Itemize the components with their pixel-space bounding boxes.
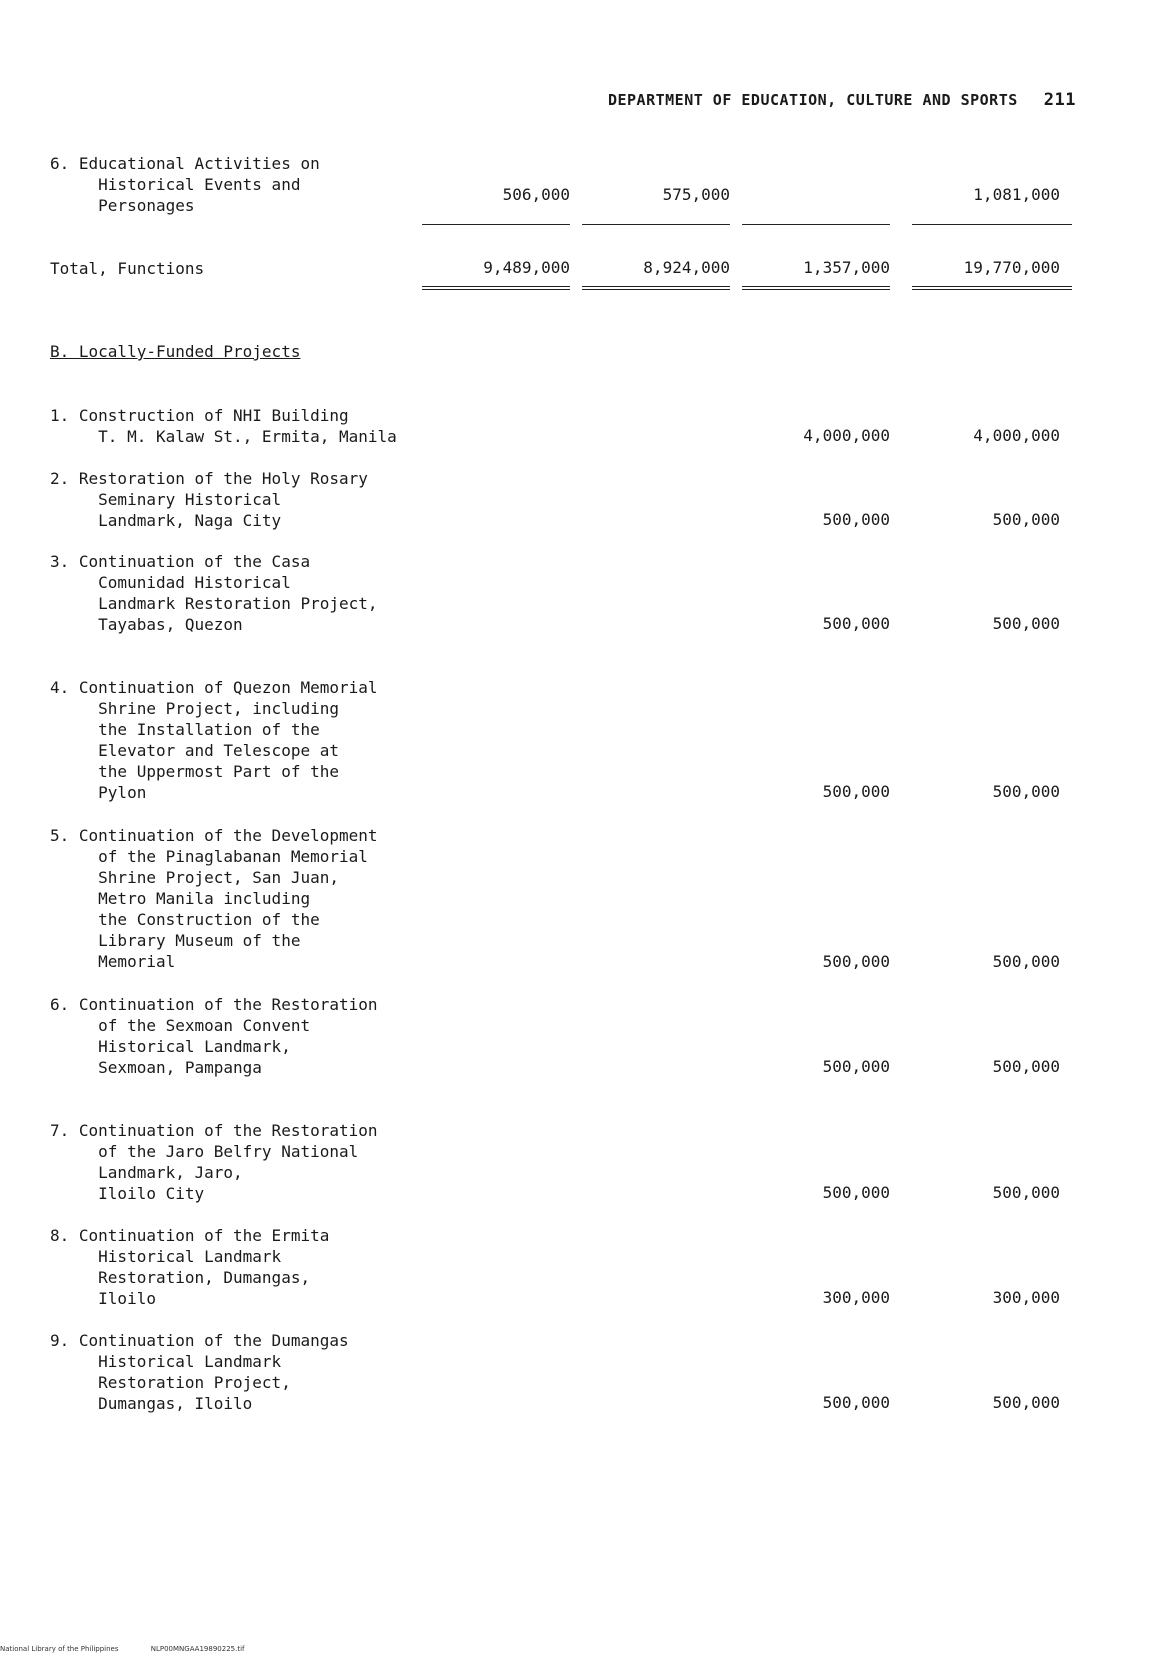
item-line: 3. Continuation of the Casa (50, 552, 311, 571)
item-line: Memorial (50, 952, 176, 971)
item-line: Sexmoan, Pampanga (50, 1058, 262, 1077)
item-line: the Installation of the (50, 720, 320, 739)
item-line: Tayabas, Quezon (50, 615, 243, 634)
project-4-col3: 500,000 (822, 782, 890, 801)
item-line: Restoration Project, (50, 1373, 291, 1392)
project-1-col3: 4,000,000 (803, 426, 890, 445)
page-header (608, 90, 1076, 110)
item-line: Restoration, Dumangas, (50, 1268, 311, 1287)
item-line: the Uppermost Part of the (50, 762, 339, 781)
subtotal-rule (742, 224, 890, 225)
total-functions-label: Total, Functions (50, 259, 205, 278)
item-line: 7. Continuation of the Restoration (50, 1121, 378, 1140)
item-line: Dumangas, Iloilo (50, 1394, 253, 1413)
total-rule (742, 289, 890, 290)
item-line: 1. Construction of NHI Building (50, 406, 349, 425)
item-6-col1: 506,000 (502, 185, 570, 204)
total-rule (422, 289, 570, 290)
item-line: 6. Continuation of the Restoration (50, 995, 378, 1014)
item-6-col2: 575,000 (662, 185, 730, 204)
total-col3: 1,357,000 (803, 258, 890, 277)
project-8-col4: 300,000 (992, 1288, 1060, 1307)
item-6-description (50, 153, 320, 216)
project-9-col4: 500,000 (992, 1393, 1060, 1412)
project-8-description (50, 1225, 329, 1309)
total-rule (912, 289, 1072, 290)
project-6-col3: 500,000 (822, 1057, 890, 1076)
item-line: the Construction of the (50, 910, 320, 929)
item-line: Shrine Project, San Juan, (50, 868, 339, 887)
item-line: Historical Landmark, (50, 1037, 291, 1056)
department-title: DEPARTMENT OF EDUCATION, CULTURE AND SPORTS (607, 91, 1018, 109)
item-6-col4: 1,081,000 (973, 185, 1060, 204)
project-2-col3: 500,000 (822, 510, 890, 529)
item-line: Seminary Historical (50, 490, 282, 509)
project-5-description (50, 825, 378, 972)
item-line: Landmark, Jaro, (50, 1163, 243, 1182)
item-line: 8. Continuation of the Ermita (50, 1226, 330, 1245)
project-3-col4: 500,000 (992, 614, 1060, 633)
item-line: Iloilo (50, 1289, 156, 1308)
item-line: Iloilo City (50, 1184, 205, 1203)
item-line: Historical Events and (50, 175, 301, 194)
total-col4: 19,770,000 (963, 258, 1060, 277)
project-5-col4: 500,000 (992, 952, 1060, 971)
item-line: Comunidad Historical (50, 573, 291, 592)
subtotal-rule (912, 224, 1072, 225)
item-line: Historical Landmark (50, 1352, 282, 1371)
item-line: Landmark, Naga City (50, 511, 282, 530)
project-7-col3: 500,000 (822, 1183, 890, 1202)
total-rule (582, 286, 730, 287)
total-rule (582, 289, 730, 290)
item-line: of the Pinaglabanan Memorial (50, 847, 368, 866)
item-line: 2. Restoration of the Holy Rosary (50, 469, 368, 488)
footer-filename: NLP00MNGAA19890225.tif (150, 1645, 245, 1653)
project-8-col3: 300,000 (822, 1288, 890, 1307)
footer-library: National Library of the Philippines (0, 1645, 119, 1653)
item-line: Library Museum of the (50, 931, 301, 950)
subtotal-rule (582, 224, 730, 225)
item-line: Historical Landmark (50, 1247, 282, 1266)
total-rule (912, 286, 1072, 287)
page-number: 211 (1043, 90, 1076, 110)
project-1-description (50, 405, 397, 447)
total-col1: 9,489,000 (483, 258, 570, 277)
item-line: Shrine Project, including (50, 699, 339, 718)
project-2-col4: 500,000 (992, 510, 1060, 529)
item-line: of the Jaro Belfry National (50, 1142, 359, 1161)
project-3-description (50, 551, 378, 635)
project-3-col3: 500,000 (822, 614, 890, 633)
item-line: 4. Continuation of Quezon Memorial (50, 678, 378, 697)
project-4-description (50, 677, 378, 803)
item-line: 6. Educational Activities on (50, 154, 320, 173)
item-line: Personages (50, 196, 195, 215)
scan-footer (0, 1645, 274, 1653)
item-line: Metro Manila including (50, 889, 311, 908)
total-rule (742, 286, 890, 287)
item-line: Pylon (50, 783, 147, 802)
total-rule (422, 286, 570, 287)
project-6-col4: 500,000 (992, 1057, 1060, 1076)
project-9-description (50, 1330, 349, 1414)
subtotal-rule (422, 224, 570, 225)
project-1-col4: 4,000,000 (973, 426, 1060, 445)
item-line: 5. Continuation of the Development (50, 826, 378, 845)
section-b-title: B. Locally-Funded Projects (50, 342, 301, 361)
project-7-description (50, 1120, 378, 1204)
project-6-description (50, 994, 378, 1078)
project-4-col4: 500,000 (992, 782, 1060, 801)
project-9-col3: 500,000 (822, 1393, 890, 1412)
item-line: Elevator and Telescope at (50, 741, 339, 760)
item-line: Landmark Restoration Project, (50, 594, 378, 613)
project-7-col4: 500,000 (992, 1183, 1060, 1202)
item-line: 9. Continuation of the Dumangas (50, 1331, 349, 1350)
project-5-col3: 500,000 (822, 952, 890, 971)
total-col2: 8,924,000 (643, 258, 730, 277)
item-line: of the Sexmoan Convent (50, 1016, 311, 1035)
item-line: T. M. Kalaw St., Ermita, Manila (50, 427, 397, 446)
project-2-description (50, 468, 368, 531)
